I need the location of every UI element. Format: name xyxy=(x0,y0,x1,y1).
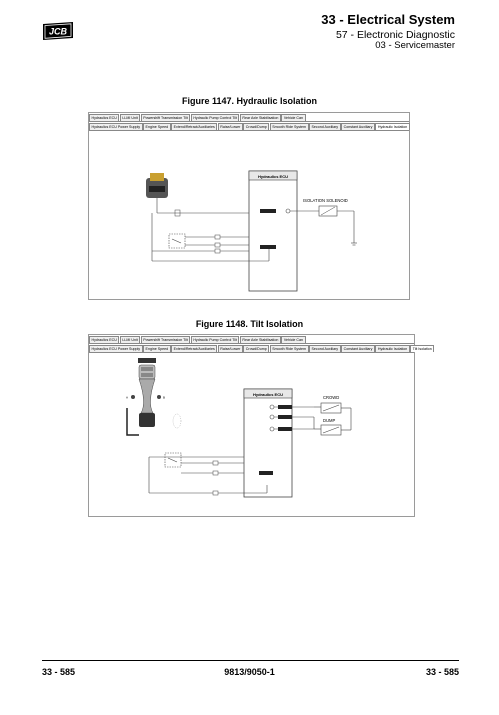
tab-engine-speed[interactable]: Engine Speed xyxy=(143,123,171,130)
tab-hydraulic-pump-control-tilt[interactable]: Hydraulic Pump Control Tilt xyxy=(191,114,240,121)
svg-text:JCB: JCB xyxy=(48,26,68,37)
tab-row-2 xyxy=(89,122,410,130)
tab-hydraulic-isolation[interactable]: Hydraulic Isolation xyxy=(375,123,409,130)
tab-raise-lower[interactable]: Raise/Lower xyxy=(218,345,243,352)
tab-vehicle-can[interactable]: Vehicle Can xyxy=(281,114,305,121)
tab-engine-speed[interactable]: Engine Speed xyxy=(143,345,171,352)
subsubsection-title: 03 - Servicemaster xyxy=(375,40,455,51)
jcb-logo xyxy=(40,20,76,42)
subsection-title: 57 - Electronic Diagnostic xyxy=(335,29,455,41)
tab-hydraulic-isolation[interactable]: Hydraulic Isolation xyxy=(375,345,409,352)
tab-smooth-ride-system[interactable]: Smooth Ride System xyxy=(270,123,309,130)
svg-text:A: A xyxy=(126,395,129,400)
tab-second-auxiliary[interactable]: Second Auxiliary xyxy=(309,345,341,352)
tab-llmi-unit[interactable]: LLMI Unit xyxy=(120,336,140,343)
tab-llmi-unit[interactable]: LLMI Unit xyxy=(120,114,140,121)
isolation-switch-icon xyxy=(146,173,168,198)
tab-crowd-dump[interactable]: Crowd/Dump xyxy=(243,123,269,130)
tab-rear-axle-stabilisation[interactable]: Rear Axle Stabilisation xyxy=(240,114,281,121)
tilt-isolation-screenshot xyxy=(88,334,432,517)
tab-second-auxiliary[interactable]: Second Auxiliary xyxy=(309,123,341,130)
ecu-label: Hydraulics ECU xyxy=(252,392,284,397)
tab-tilt-isolation[interactable]: Tilt Isolation xyxy=(410,345,434,352)
tab-vehicle-can[interactable]: Vehicle Can xyxy=(281,336,305,343)
tab-raise-lower[interactable]: Raise/Lower xyxy=(218,123,243,130)
dump-label: DUMP xyxy=(323,418,336,423)
ecu-box xyxy=(249,171,297,291)
tab-row-1 xyxy=(89,335,306,343)
tab-hydraulics-ecu[interactable]: Hydraulics ECU xyxy=(89,336,119,343)
tab-powershift-transmission-tilt[interactable]: Powershift Transmission Tilt xyxy=(141,114,191,121)
tab-hydraulics-ecu[interactable]: Hydraulics ECU xyxy=(89,114,119,121)
crowd-label: CROWD xyxy=(323,395,340,400)
tab-crowd-dump[interactable]: Crowd/Dump xyxy=(243,345,269,352)
tab-extend-retract-auxiliaries[interactable]: Extend/Retract/Auxiliaries xyxy=(171,123,217,130)
tab-hydraulics-ecu-power-supply[interactable]: Hydraulics ECU Power Supply xyxy=(89,123,143,130)
svg-text:B: B xyxy=(163,395,166,400)
tab-constant-auxiliary[interactable]: Constant Auxiliary xyxy=(341,345,375,352)
page-number-left: 33 - 585 xyxy=(42,667,76,677)
tab-smooth-ride-system[interactable]: Smooth Ride System xyxy=(270,345,309,352)
ecu-label: Hydraulics ECU xyxy=(257,174,289,179)
footer-rule xyxy=(42,660,459,661)
tab-powershift-transmission-tilt[interactable]: Powershift Transmission Tilt xyxy=(141,336,191,343)
hydraulic-isolation-schematic xyxy=(89,131,409,299)
tab-hydraulic-pump-control-tilt[interactable]: Hydraulic Pump Control Tilt xyxy=(191,336,240,343)
tab-row-1 xyxy=(89,113,306,121)
tab-constant-auxiliary[interactable]: Constant Auxiliary xyxy=(341,123,375,130)
tilt-isolation-schematic xyxy=(89,353,414,516)
tab-row-2 xyxy=(89,344,435,352)
hydraulic-isolation-screenshot xyxy=(88,112,410,300)
document-number: 9813/9050-1 xyxy=(224,667,275,677)
page-number-right: 33 - 585 xyxy=(425,667,459,677)
section-title: 33 - Electrical System xyxy=(321,12,455,27)
tab-hydraulics-ecu-power-supply[interactable]: Hydraulics ECU Power Supply xyxy=(89,345,143,352)
figure-caption-1148: Figure 1148. Tilt Isolation xyxy=(195,319,304,329)
tab-extend-retract-auxiliaries[interactable]: Extend/Retract/Auxiliaries xyxy=(171,345,217,352)
joystick-icon xyxy=(126,358,165,435)
tab-rear-axle-stabilisation[interactable]: Rear Axle Stabilisation xyxy=(240,336,281,343)
solenoid-label: ISOLATION SOLENOID xyxy=(303,198,348,203)
figure-caption-1147: Figure 1147. Hydraulic Isolation xyxy=(181,96,318,106)
